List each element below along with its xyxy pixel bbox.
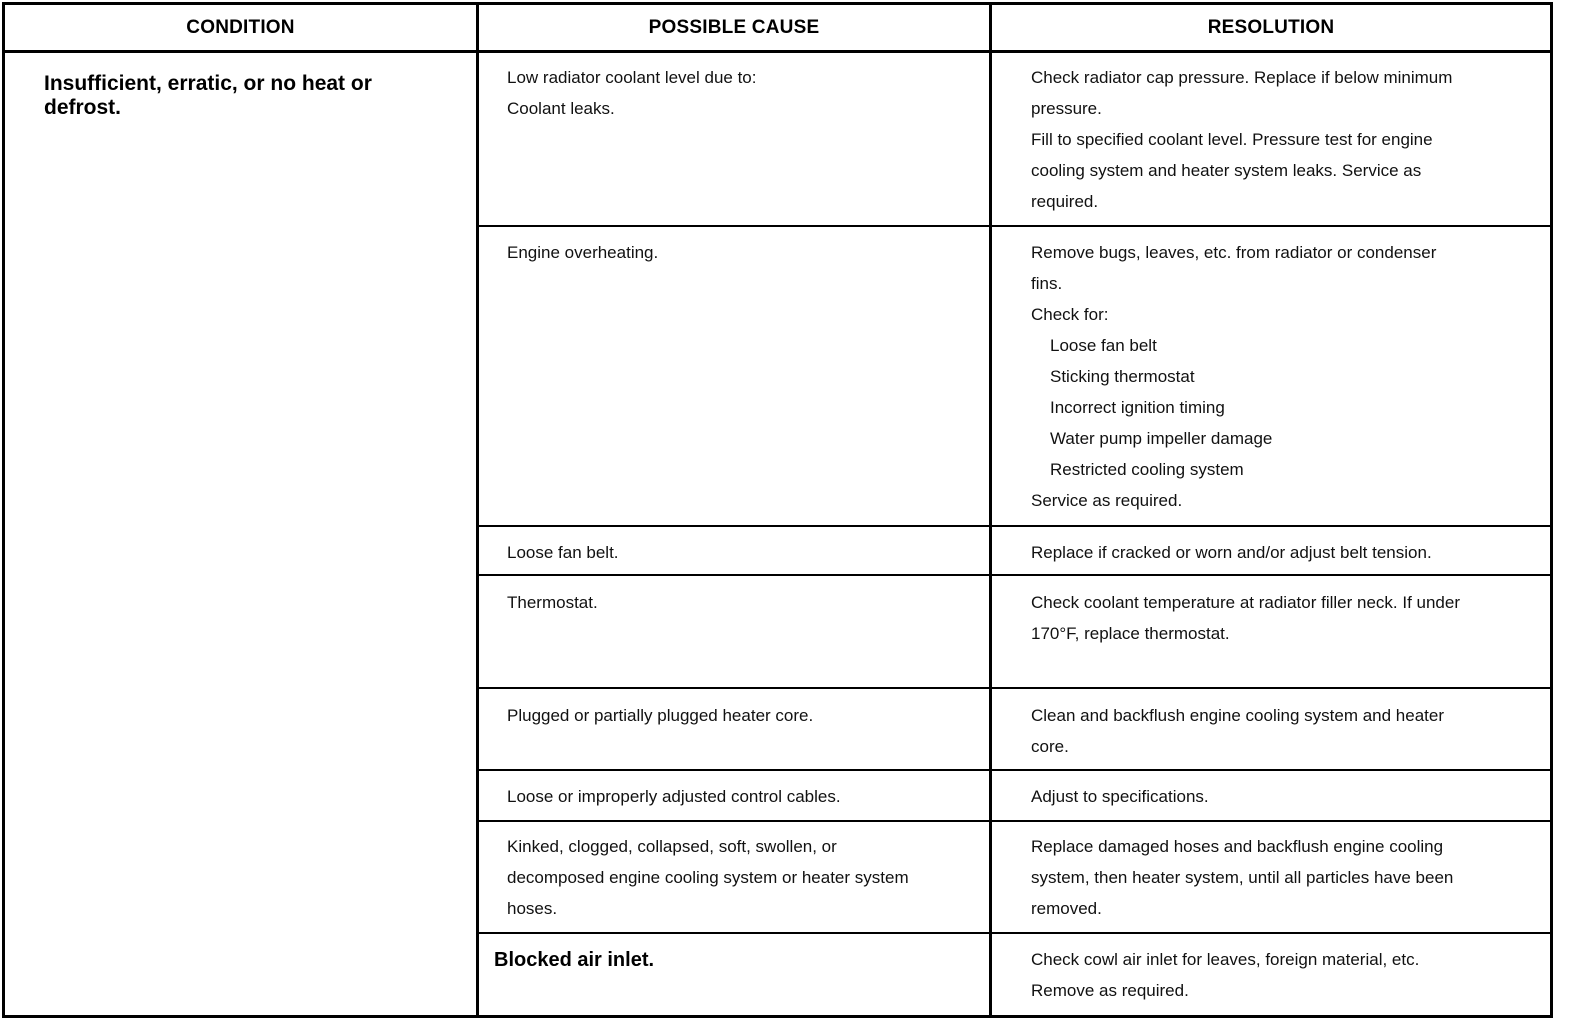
resolution-line: pressure. xyxy=(1031,99,1102,118)
resolution-cell xyxy=(1031,587,1460,649)
resolution-line: core. xyxy=(1031,737,1069,756)
cause-line: Low radiator coolant level due to: xyxy=(507,68,757,87)
cause-line: Blocked air inlet. xyxy=(494,949,655,971)
row-divider xyxy=(476,225,1553,227)
resolution-cell xyxy=(1031,781,1209,812)
row-divider xyxy=(476,687,1553,689)
header-condition: CONDITION xyxy=(186,17,295,38)
resolution-subitem: Water pump impeller damage xyxy=(1050,429,1273,448)
table-border-bottom xyxy=(2,1015,1553,1018)
header-resolution: RESOLUTION xyxy=(1207,17,1335,38)
cause-line: Engine overheating. xyxy=(507,243,659,262)
resolution-cell xyxy=(1031,944,1419,1006)
cause-line: Loose or improperly adjusted control cables. xyxy=(507,787,841,806)
condition-line: or defrost. xyxy=(44,72,372,119)
cause-cell xyxy=(507,587,598,618)
cause-cell xyxy=(507,237,658,268)
resolution-subitem: Loose fan belt xyxy=(1050,336,1157,355)
resolution-line: Check radiator cap pressure. Replace if below minimum xyxy=(1031,68,1453,87)
condition-line: Insufficient, erratic, or no heat xyxy=(44,72,346,95)
resolution-line: system, then heater system, until all particles have been xyxy=(1031,868,1454,887)
cause-line: decomposed engine cooling system or heater system xyxy=(507,868,909,887)
row-divider xyxy=(476,525,1553,527)
table-border-left xyxy=(2,2,5,1018)
resolution-line: Remove bugs, leaves, etc. from radiator or condenser xyxy=(1031,243,1437,262)
resolution-line: cooling system and heater system leaks. Service as xyxy=(1031,161,1422,180)
cause-cell xyxy=(507,831,909,924)
cause-line: Loose fan belt. xyxy=(507,543,619,562)
resolution-cell xyxy=(1031,700,1444,762)
cause-line: hoses. xyxy=(507,899,558,918)
cause-line: Plugged or partially plugged heater core. xyxy=(507,706,814,725)
resolution-line: Remove as required. xyxy=(1031,981,1189,1000)
header-divider xyxy=(2,50,1553,53)
cause-line: Coolant leaks. xyxy=(507,99,615,118)
resolution-subitem: Restricted cooling system xyxy=(1050,460,1244,479)
resolution-line: Clean and backflush engine cooling system and heater xyxy=(1031,706,1444,725)
resolution-subitem: Incorrect ignition timing xyxy=(1050,398,1225,417)
resolution-line: Check coolant temperature at radiator filler neck. If under xyxy=(1031,593,1460,612)
cause-cell xyxy=(507,781,841,812)
column-divider-cause xyxy=(476,2,479,1018)
table-border-top xyxy=(2,2,1553,5)
resolution-line: Check cowl air inlet for leaves, foreign material, etc. xyxy=(1031,950,1420,969)
row-divider xyxy=(476,769,1553,771)
resolution-line: Check for: xyxy=(1031,305,1109,324)
resolution-line: Replace damaged hoses and backflush engine cooling xyxy=(1031,837,1444,856)
row-divider xyxy=(476,932,1553,934)
resolution-line: Replace if cracked or worn and/or adjust belt tension. xyxy=(1031,543,1432,562)
row-divider xyxy=(476,574,1553,576)
resolution-line: removed. xyxy=(1031,899,1102,918)
cause-cell xyxy=(507,537,619,568)
row-divider xyxy=(476,820,1553,822)
resolution-cell xyxy=(1031,831,1453,924)
table-border-right xyxy=(1550,2,1553,1018)
resolution-cell xyxy=(1031,237,1436,516)
resolution-line: 170°F, replace thermostat. xyxy=(1031,624,1230,643)
column-divider-resolution xyxy=(989,2,992,1018)
resolution-subitem: Sticking thermostat xyxy=(1050,367,1195,386)
resolution-line: Fill to specified coolant level. Pressure test for engine xyxy=(1031,130,1433,149)
header-possible-cause: POSSIBLE CAUSE xyxy=(648,17,820,38)
cause-cell xyxy=(494,945,654,976)
cause-line: Kinked, clogged, collapsed, soft, swollen, or xyxy=(507,837,837,856)
cause-line: Thermostat. xyxy=(507,593,598,612)
resolution-cell xyxy=(1031,537,1432,568)
cause-cell xyxy=(507,62,757,124)
resolution-line: fins. xyxy=(1031,274,1063,293)
resolution-line: Service as required. xyxy=(1031,491,1183,510)
resolution-line: required. xyxy=(1031,192,1099,211)
resolution-line: Adjust to specifications. xyxy=(1031,787,1209,806)
cause-cell xyxy=(507,700,813,731)
resolution-cell xyxy=(1031,62,1452,217)
condition-text xyxy=(44,72,424,120)
